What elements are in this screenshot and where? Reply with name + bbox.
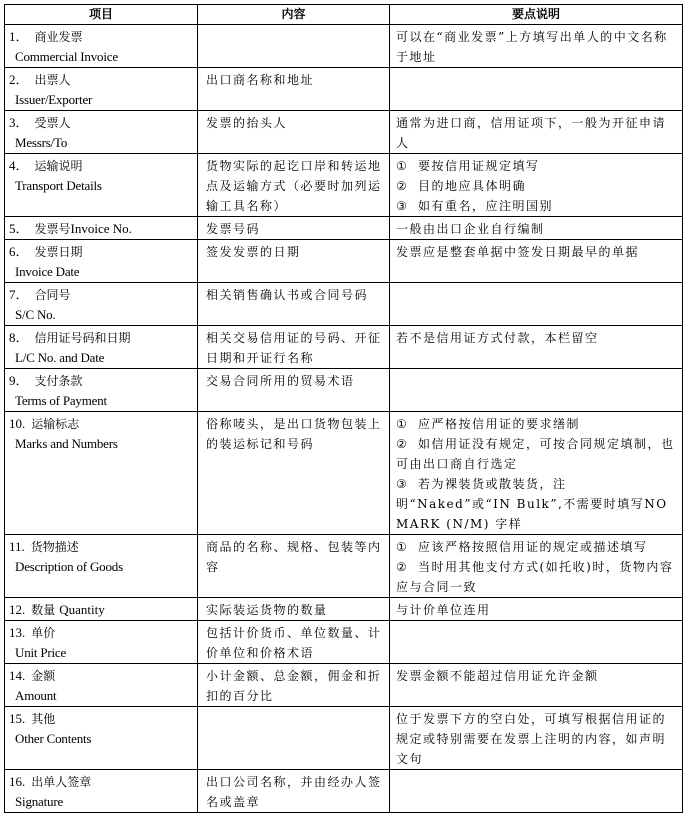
content-text: 出口公司名称，并由经办人签名或盖章 <box>206 775 382 809</box>
table-row <box>5 707 683 770</box>
notes-cell <box>390 111 683 154</box>
item-title <box>9 113 193 133</box>
content-cell <box>198 621 390 664</box>
notes-cell <box>390 412 683 535</box>
table-row <box>5 25 683 68</box>
notes-cell <box>390 770 683 813</box>
note-point <box>396 156 678 176</box>
item-number: 11. <box>9 539 25 554</box>
note-point-text: 当时用其他支付方式(如托收)时，货物内容应与合同一致 <box>396 560 674 594</box>
item-number: 6． <box>9 244 29 259</box>
note-text: 位于发票下方的空白处，可填写根据信用证的规定或特别需要在发票上注明的内容，如声明文句 <box>396 712 667 766</box>
item-cell <box>5 621 198 664</box>
note-text: 通常为进口商，信用证项下，一般为开征申请人 <box>396 116 667 150</box>
item-cell <box>5 535 198 598</box>
item-number: 4． <box>9 158 29 173</box>
item-cell <box>5 283 198 326</box>
item-number: 16. <box>9 774 26 789</box>
item-cell <box>5 25 198 68</box>
content-cell <box>198 535 390 598</box>
note-point-text: 如有重名，应注明国别 <box>418 199 554 213</box>
item-number: 3． <box>9 115 29 130</box>
circled-number-icon: ② <box>396 437 409 451</box>
item-cell <box>5 217 198 240</box>
notes-cell <box>390 664 683 707</box>
content-text: 包括计价货币、单位数量、计价单位和价格术语 <box>206 626 382 660</box>
note-point <box>396 434 678 474</box>
item-english-name: Terms of Payment <box>15 393 107 408</box>
circled-number-icon: ② <box>396 560 409 574</box>
notes-cell <box>390 154 683 217</box>
content-cell <box>198 240 390 283</box>
notes-cell <box>390 621 683 664</box>
item-chinese-name: 单价 <box>31 626 56 640</box>
notes-cell <box>390 68 683 111</box>
notes-cell <box>390 326 683 369</box>
item-cell <box>5 598 198 621</box>
item-cell <box>5 369 198 412</box>
note-point-text: 如信用证没有规定，可按合同规定填制，也可由出口商自行选定 <box>396 437 675 471</box>
table-row <box>5 154 683 217</box>
item-title <box>9 537 193 557</box>
item-english-name: S/C No. <box>15 307 56 322</box>
item-cell <box>5 770 198 813</box>
item-number: 14. <box>9 668 26 683</box>
item-chinese-name: 运输说明 <box>34 159 83 173</box>
header-notes: 要点说明 <box>390 5 683 25</box>
item-english-name: Issuer/Exporter <box>15 92 93 107</box>
content-text: 实际装运货物的数量 <box>206 603 328 617</box>
item-english-name: Commercial Invoice <box>15 49 118 64</box>
item-cell <box>5 707 198 770</box>
header-item: 项目 <box>5 5 198 25</box>
note-point <box>396 474 678 534</box>
item-number: 10. <box>9 416 26 431</box>
item-number: 5． <box>9 221 29 236</box>
content-cell <box>198 326 390 369</box>
note-point <box>396 557 678 597</box>
item-number: 2． <box>9 72 29 87</box>
circled-number-icon: ① <box>396 417 409 431</box>
note-point <box>396 176 678 196</box>
circled-number-icon: ③ <box>396 199 409 213</box>
item-title <box>9 623 193 643</box>
note-text: 可以在“商业发票”上方填写出单人的中文名称于地址 <box>396 30 668 64</box>
circled-number-icon: ① <box>396 159 409 173</box>
note-text: 与计价单位连用 <box>396 603 491 617</box>
item-cell <box>5 111 198 154</box>
content-cell <box>198 707 390 770</box>
item-number: 9． <box>9 373 29 388</box>
table-row <box>5 240 683 283</box>
item-title <box>9 285 193 305</box>
circled-number-icon: ① <box>396 540 409 554</box>
table-row <box>5 598 683 621</box>
item-number: 8． <box>9 330 29 345</box>
item-title <box>9 156 193 176</box>
content-text: 货物实际的起讫口岸和转运地点及运输方式（必要时加列运输工具名称） <box>206 159 382 213</box>
note-point <box>396 414 678 434</box>
note-point <box>396 537 678 557</box>
item-number: 15. <box>9 711 26 726</box>
item-chinese-name: 受票人 <box>34 116 71 130</box>
content-cell <box>198 217 390 240</box>
table-row <box>5 412 683 535</box>
note-point-text: 要按信用证规定填写 <box>418 159 540 173</box>
content-cell <box>198 154 390 217</box>
circled-number-icon: ③ <box>396 477 409 491</box>
item-number: 12. <box>9 602 26 617</box>
content-cell <box>198 68 390 111</box>
item-title <box>9 27 193 47</box>
table-header-row <box>5 5 683 25</box>
content-cell <box>198 770 390 813</box>
note-point-text: 若为裸装货或散装货，注明“Naked”或“IN Bulk”,不需要时填写NO MARK (N/M) 字样 <box>396 477 668 531</box>
notes-cell <box>390 25 683 68</box>
item-title <box>9 70 193 90</box>
item-title <box>9 328 193 348</box>
item-title <box>9 666 193 686</box>
item-chinese-name: 发票日期 <box>34 245 83 259</box>
note-point-text: 目的地应具体明确 <box>418 179 527 193</box>
item-title <box>9 414 193 434</box>
item-english-name: Unit Price <box>15 645 67 660</box>
item-chinese-name: 数量 <box>31 603 56 617</box>
content-cell <box>198 111 390 154</box>
item-english-name: L/C No. and Date <box>15 350 105 365</box>
item-cell <box>5 68 198 111</box>
notes-cell <box>390 535 683 598</box>
item-chinese-name: 金额 <box>31 669 56 683</box>
item-title <box>9 219 193 239</box>
item-number: 1． <box>9 29 29 44</box>
content-text: 发票号码 <box>206 222 261 236</box>
item-english-name: Transport Details <box>15 178 102 193</box>
content-text: 签发发票的日期 <box>206 245 301 259</box>
circled-number-icon: ② <box>396 179 409 193</box>
content-text: 交易合同所用的贸易术语 <box>206 374 355 388</box>
table-row <box>5 535 683 598</box>
notes-cell <box>390 598 683 621</box>
item-chinese-name: 商业发票 <box>34 30 83 44</box>
item-chinese-name: 其他 <box>31 712 56 726</box>
item-title <box>9 600 193 620</box>
content-text: 商品的名称、规格、包装等内容 <box>206 540 382 574</box>
item-number: 7． <box>9 287 29 302</box>
content-text: 相关交易信用证的号码、开征日期和开证行名称 <box>206 331 382 365</box>
content-cell <box>198 25 390 68</box>
item-title <box>9 709 193 729</box>
item-cell <box>5 154 198 217</box>
content-cell <box>198 283 390 326</box>
item-chinese-name: 运输标志 <box>31 417 80 431</box>
table-row <box>5 111 683 154</box>
notes-cell <box>390 240 683 283</box>
note-point-text: 应严格按信用证的要求缮制 <box>418 417 581 431</box>
item-title <box>9 371 193 391</box>
table-row <box>5 68 683 111</box>
content-text: 俗称唛头，是出口货物包装上的装运标记和号码 <box>206 417 382 451</box>
note-text: 若不是信用证方式付款，本栏留空 <box>396 331 599 345</box>
item-english-name: Amount <box>15 688 57 703</box>
table-row <box>5 369 683 412</box>
notes-cell <box>390 707 683 770</box>
item-cell <box>5 412 198 535</box>
item-english-name: Description of Goods <box>15 559 123 574</box>
table-row <box>5 770 683 813</box>
table-row <box>5 664 683 707</box>
item-english-name: Invoice Date <box>15 264 80 279</box>
table-row <box>5 217 683 240</box>
table-row <box>5 283 683 326</box>
item-english-name: Signature <box>15 794 64 809</box>
note-point <box>396 196 678 216</box>
notes-cell <box>390 217 683 240</box>
note-point-text: 应该严格按照信用证的规定或描述填写 <box>418 540 648 554</box>
item-cell <box>5 240 198 283</box>
item-chinese-name: 货物描述 <box>30 540 79 554</box>
content-text: 小计金额、总金额，佣金和折扣的百分比 <box>206 669 382 703</box>
content-cell <box>198 412 390 535</box>
item-chinese-name: 合同号 <box>34 288 71 302</box>
item-cell <box>5 664 198 707</box>
content-cell <box>198 664 390 707</box>
item-english-name: Other Contents <box>15 731 92 746</box>
item-english-name: Quantity <box>59 602 105 617</box>
item-title <box>9 772 193 792</box>
item-chinese-name: 信用证号码和日期 <box>34 331 131 345</box>
header-content: 内容 <box>198 5 390 25</box>
invoice-items-table <box>4 4 683 813</box>
item-chinese-name: 支付条款 <box>34 374 83 388</box>
item-chinese-name: 发票号 <box>34 222 71 236</box>
note-text: 发票应是整套单据中签发日期最早的单据 <box>396 245 640 259</box>
item-english-name: Invoice No. <box>70 221 132 236</box>
item-english-name: Messrs/To <box>15 135 68 150</box>
item-cell <box>5 326 198 369</box>
item-title <box>9 242 193 262</box>
table-row <box>5 326 683 369</box>
content-cell <box>198 598 390 621</box>
notes-cell <box>390 369 683 412</box>
table-row <box>5 621 683 664</box>
note-text: 发票金额不能超过信用证允许金额 <box>396 669 599 683</box>
content-text: 发票的抬头人 <box>206 116 288 130</box>
item-chinese-name: 出单人签章 <box>31 775 92 789</box>
notes-cell <box>390 283 683 326</box>
content-cell <box>198 369 390 412</box>
item-english-name: Marks and Numbers <box>15 436 118 451</box>
item-chinese-name: 出票人 <box>34 73 71 87</box>
item-number: 13. <box>9 625 26 640</box>
content-text: 相关销售确认书或合同号码 <box>206 288 369 302</box>
note-text: 一般由出口企业自行编制 <box>396 222 545 236</box>
content-text: 出口商名称和地址 <box>206 73 315 87</box>
